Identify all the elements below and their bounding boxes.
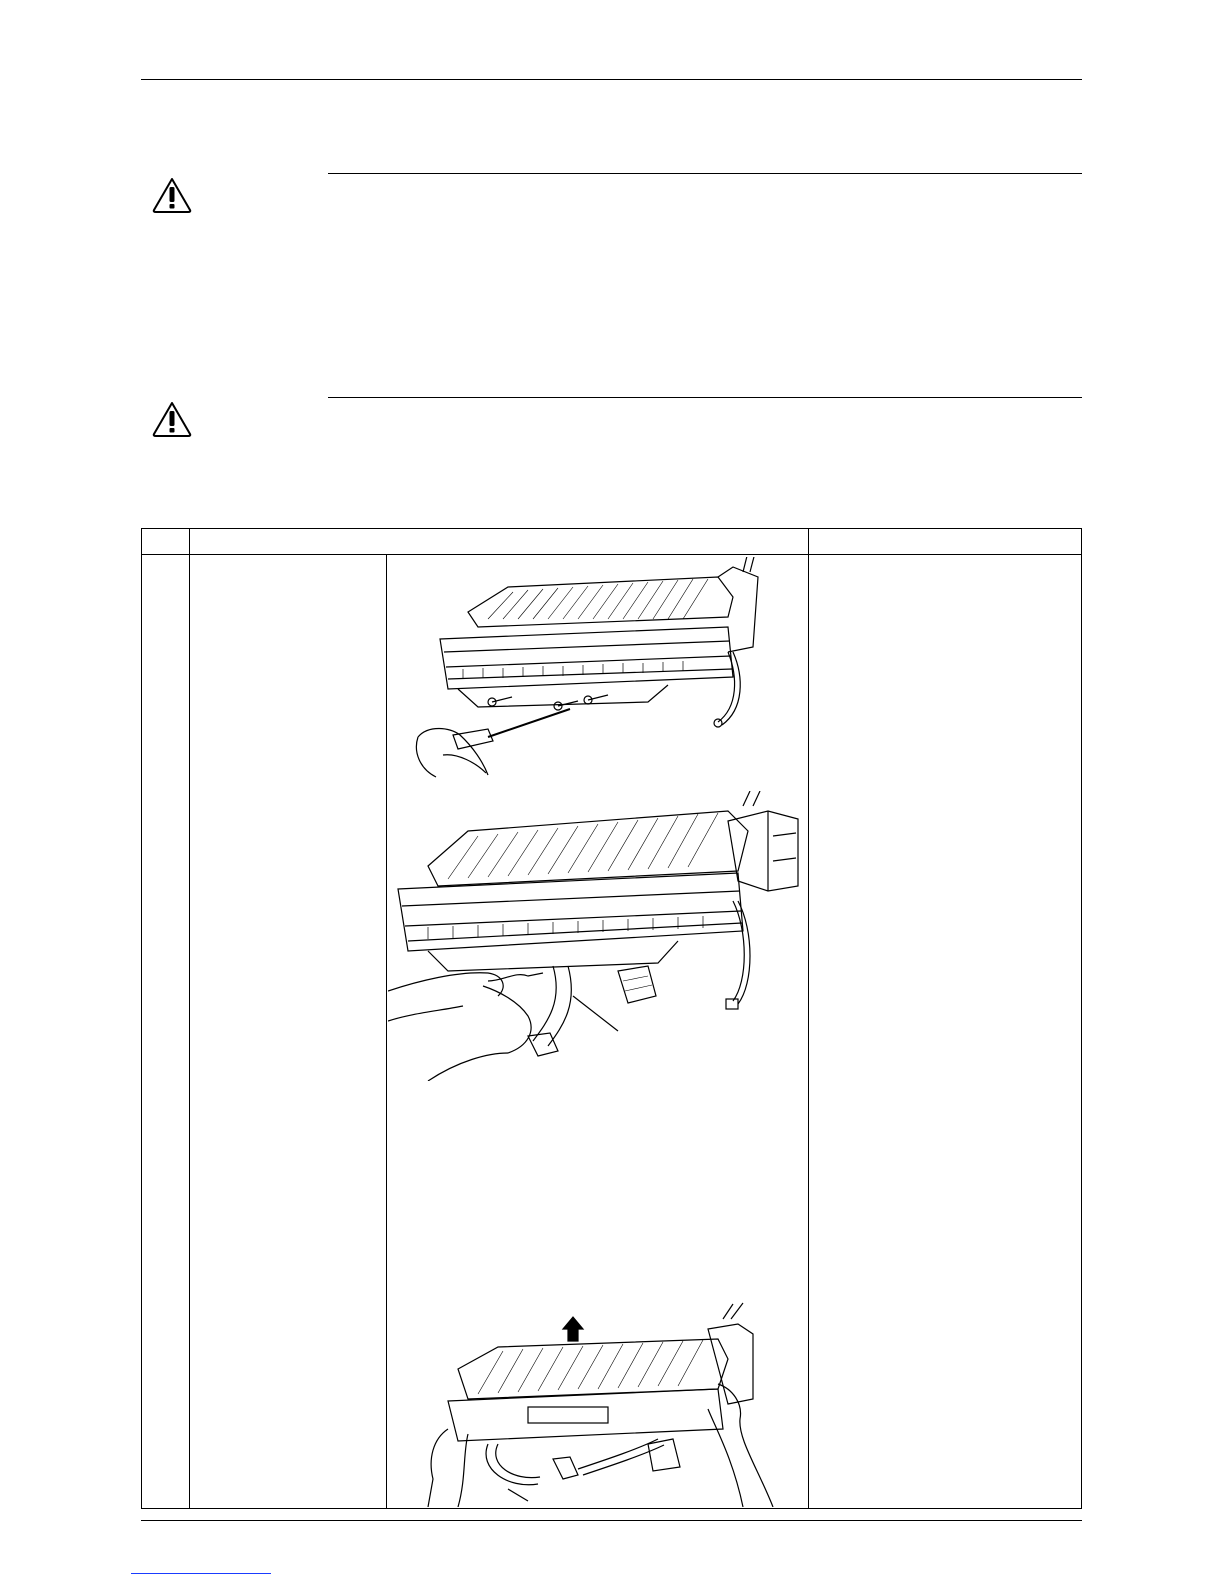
warning-triangle-icon (152, 401, 192, 437)
warning-triangle-icon (152, 177, 192, 213)
warning-rule-1 (328, 173, 1082, 174)
column-header-procedure (189, 529, 808, 554)
column-divider (808, 529, 809, 1508)
hose-removal-illustration (388, 791, 806, 1081)
unit-lift-illustration (388, 1289, 806, 1507)
screw-removal-illustration (388, 557, 806, 779)
footer-link[interactable] (131, 1573, 271, 1574)
column-divider (386, 554, 387, 1508)
footer-rule (141, 1520, 1082, 1521)
header-rule (141, 79, 1082, 80)
column-header-step (142, 529, 189, 554)
warning-rule-2 (328, 397, 1082, 398)
procedure-table (141, 528, 1082, 1509)
column-header-points (808, 529, 1083, 554)
header-divider (142, 554, 1081, 555)
column-divider (189, 529, 190, 1508)
